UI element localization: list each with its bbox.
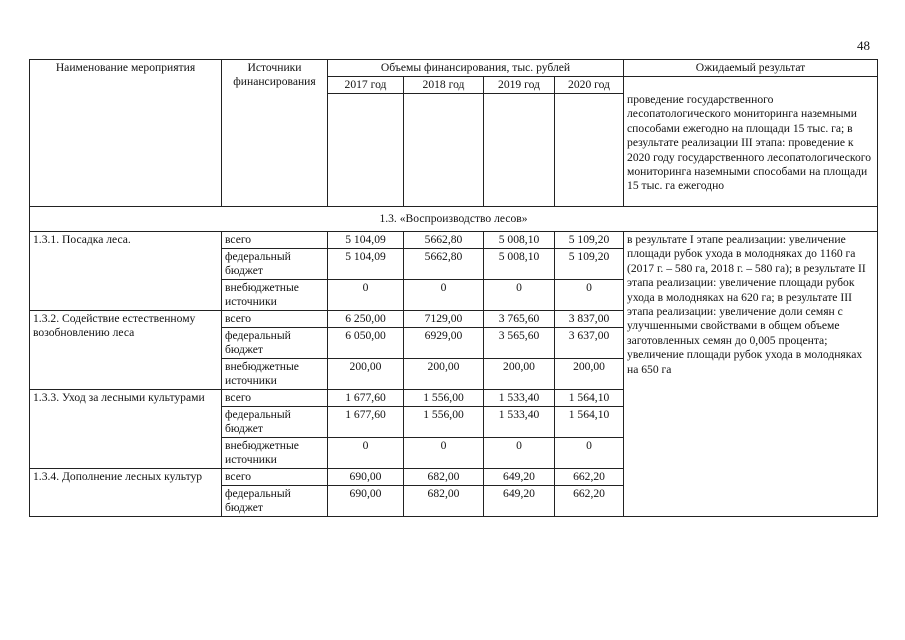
empty-cell — [404, 94, 484, 207]
value-cell: 5 109,20 — [555, 232, 624, 249]
value-cell: 682,00 — [404, 469, 484, 486]
section-title: 1.3. «Воспроизводство лесов» — [30, 207, 878, 232]
value-cell: 5 008,10 — [484, 232, 555, 249]
source-cell: всего — [222, 469, 328, 486]
source-cell: внебюджетные источники — [222, 280, 328, 311]
value-cell: 3 565,60 — [484, 328, 555, 359]
value-cell: 0 — [555, 280, 624, 311]
value-cell: 6 250,00 — [328, 311, 404, 328]
value-cell: 3 637,00 — [555, 328, 624, 359]
value-cell: 1 533,40 — [484, 390, 555, 407]
value-cell: 649,20 — [484, 486, 555, 517]
source-cell: внебюджетные источники — [222, 438, 328, 469]
value-cell: 0 — [484, 438, 555, 469]
header-row — [30, 60, 878, 77]
source-cell: всего — [222, 311, 328, 328]
header-source: Источники финансирования — [222, 60, 328, 207]
value-cell: 5 008,10 — [484, 249, 555, 280]
value-cell: 662,20 — [555, 469, 624, 486]
value-cell: 1 556,00 — [404, 390, 484, 407]
measure-cell: 1.3.1. Посадка леса. — [30, 232, 222, 311]
year-2019: 2019 год — [484, 77, 555, 94]
measure-cell: 1.3.3. Уход за лесными культурами — [30, 390, 222, 469]
empty-cell — [484, 94, 555, 207]
value-cell: 0 — [328, 280, 404, 311]
source-cell: внебюджетные источники — [222, 359, 328, 390]
page-number: 48 — [857, 38, 870, 53]
measure-cell: 1.3.2. Содействие естественному возобновлению леса — [30, 311, 222, 390]
financing-table — [29, 59, 878, 517]
continued-result: проведение государственного лесопатологического мониторинга наземными способами ежегодно на площади 15 тыс. га; в результате реализации III этапа: проведение к 2020 году государственного лесопатологического мониторинга наземными способами на площади 15 тыс. га ежегодно — [624, 77, 878, 207]
result-cell: в результате I этапе реализации: увеличение площади рубок ухода в молодняках до 1160 га (2017 г. – 580 га, 2018 г. – 580 га); в результате II этапа реализации: увеличение площади рубок ухода в молодняках на 620 га; в результате III этапа реализации: увеличение доли семян с улучшенными свойствами в общем объеме заготовленных семян до 0,005 процента; увеличение площади рубок ухода в молодняках на 650 га — [624, 232, 878, 517]
value-cell: 200,00 — [555, 359, 624, 390]
value-cell: 200,00 — [484, 359, 555, 390]
value-cell: 0 — [328, 438, 404, 469]
value-cell: 662,20 — [555, 486, 624, 517]
value-cell: 3 837,00 — [555, 311, 624, 328]
value-cell: 6 050,00 — [328, 328, 404, 359]
value-cell: 690,00 — [328, 486, 404, 517]
value-cell: 200,00 — [328, 359, 404, 390]
source-cell: всего — [222, 232, 328, 249]
table-row — [30, 232, 878, 249]
value-cell: 1 533,40 — [484, 407, 555, 438]
value-cell: 6929,00 — [404, 328, 484, 359]
value-cell: 7129,00 — [404, 311, 484, 328]
value-cell: 690,00 — [328, 469, 404, 486]
value-cell: 682,00 — [404, 486, 484, 517]
value-cell: 649,20 — [484, 469, 555, 486]
source-cell: федеральный бюджет — [222, 328, 328, 359]
value-cell: 5 104,09 — [328, 232, 404, 249]
header-measure: Наименование мероприятия — [30, 60, 222, 207]
source-cell: федеральный бюджет — [222, 486, 328, 517]
value-cell: 1 556,00 — [404, 407, 484, 438]
section-row — [30, 207, 878, 232]
empty-cell — [555, 94, 624, 207]
value-cell: 200,00 — [404, 359, 484, 390]
value-cell: 5662,80 — [404, 249, 484, 280]
source-cell: всего — [222, 390, 328, 407]
value-cell: 0 — [404, 280, 484, 311]
value-cell: 1 564,10 — [555, 407, 624, 438]
value-cell: 1 677,60 — [328, 390, 404, 407]
value-cell: 3 765,60 — [484, 311, 555, 328]
year-2020: 2020 год — [555, 77, 624, 94]
value-cell: 0 — [484, 280, 555, 311]
header-volumes: Объемы финансирования, тыс. рублей — [328, 60, 624, 77]
empty-cell — [328, 94, 404, 207]
source-cell: федеральный бюджет — [222, 249, 328, 280]
value-cell: 5 109,20 — [555, 249, 624, 280]
header-result: Ожидаемый результат — [624, 60, 878, 77]
value-cell: 0 — [404, 438, 484, 469]
value-cell: 5 104,09 — [328, 249, 404, 280]
year-2017: 2017 год — [328, 77, 404, 94]
value-cell: 1 564,10 — [555, 390, 624, 407]
measure-cell: 1.3.4. Дополнение лесных культур — [30, 469, 222, 517]
value-cell: 5662,80 — [404, 232, 484, 249]
value-cell: 0 — [555, 438, 624, 469]
source-cell: федеральный бюджет — [222, 407, 328, 438]
value-cell: 1 677,60 — [328, 407, 404, 438]
year-2018: 2018 год — [404, 77, 484, 94]
